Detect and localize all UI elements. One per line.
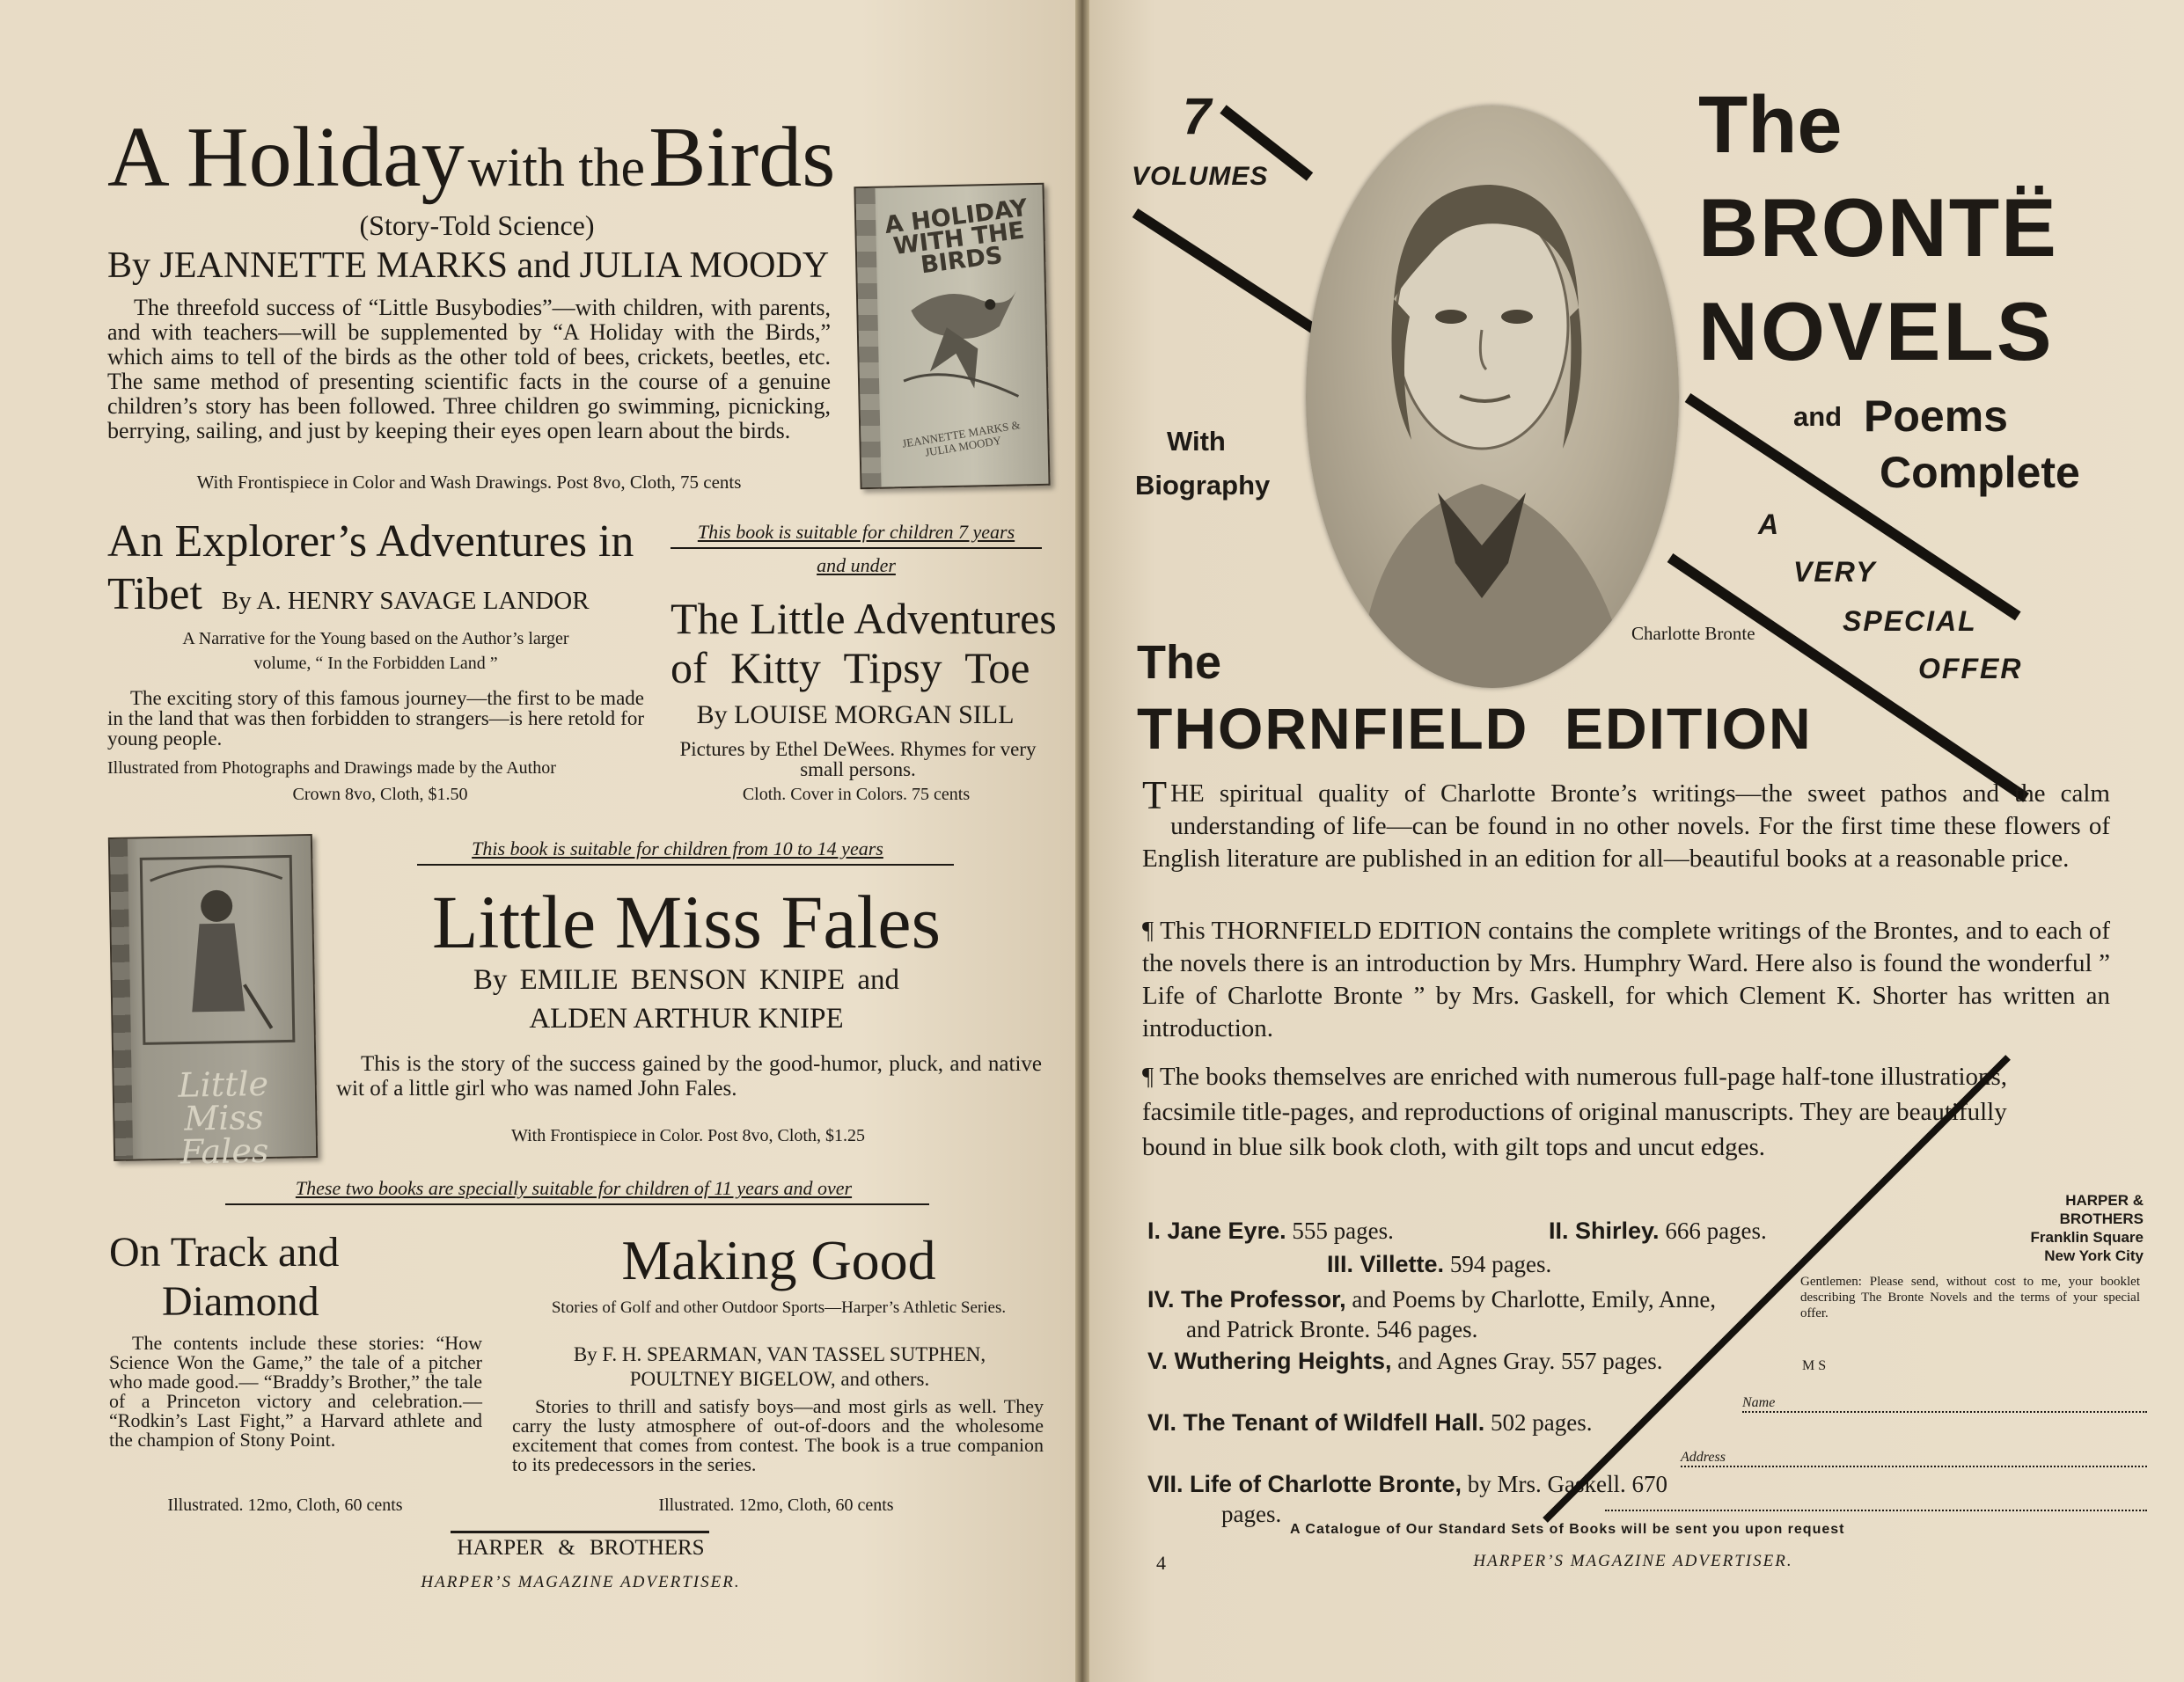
intro-text: HE spiritual quality of Charlotte Bronte’s writings—the sweet pathos and the calm understanding of life—can be found in no other novels. For the first time these flowers of English literature are published in an edition for all—beautiful books at a reasonable price. [1142, 779, 2110, 873]
making-title: Making Good [621, 1229, 936, 1291]
fales-book-cover [108, 834, 318, 1172]
holiday-authors: By JEANNETTE MARKS and JULIA MOODY [107, 245, 830, 286]
title-bronte: BRONTË [1698, 181, 2058, 274]
bird-illustration-icon [892, 264, 1027, 407]
volume-title: VI. The Tenant of Wildfell Hall. [1147, 1409, 1485, 1436]
explorer-tibet: Tibet [107, 569, 202, 619]
divider [225, 1203, 929, 1205]
cover-title: A HOLIDAY WITH THE BIRDS [883, 194, 1030, 280]
volume-pages: and Poems by Charlotte, Emily, Anne, and Patrick Bronte. 546 pages. [1186, 1286, 1717, 1342]
charlotte-bronte-portrait [1306, 106, 1679, 688]
edition-name: THORNFIELD EDITION [1137, 696, 1813, 761]
kitty-title: The Little Adventures [671, 594, 1057, 643]
volume-pages: 594 pages. [1444, 1251, 1552, 1277]
page-number: 4 [1156, 1552, 1166, 1574]
cover-spine [110, 839, 133, 1159]
title-novels: NOVELS [1698, 285, 2055, 377]
explorer-details: Illustrated from Photographs and Drawings made by the Author [107, 758, 556, 778]
coupon-line: New York City [2044, 1247, 2144, 1264]
coupon-addressee [1968, 1191, 2144, 1265]
catalogue-note: A Catalogue of Our Standard Sets of Books will be sent you upon request [1290, 1522, 1845, 1537]
coupon-name-field[interactable] [1742, 1395, 2147, 1413]
fales-authors: By EMILIE BENSON KNIPE and [473, 964, 900, 996]
volume-item [1147, 1216, 1394, 1246]
kitty-body: Pictures by Ethel DeWees. Rhymes for very small persons. [679, 738, 1037, 780]
fales-cover-title: Little Miss Fales [178, 1064, 269, 1172]
title-poems: Poems [1864, 391, 2008, 441]
coupon-line: BROTHERS [2059, 1210, 2144, 1227]
volume-pages: by Mrs. Gaskell. 670 pages. [1221, 1471, 1667, 1527]
volumes-label: VOLUMES [1132, 162, 1269, 191]
intro-paragraph [1142, 772, 2110, 875]
offer-special: SPECIAL [1843, 605, 1977, 637]
coupon-message: Gentlemen: Please send, without cost to me, your booklet describing The Bronte Novels and the terms of your special offer. [1800, 1275, 2140, 1320]
divider [671, 547, 1042, 549]
holiday-subtitle: (Story-Told Science) [359, 209, 595, 241]
coupon-ms: M S [1802, 1358, 1827, 1373]
cover-authors: JEANNETTE MARKS & JULIA MOODY [901, 418, 1022, 459]
left-publisher: HARPER & BROTHERS [457, 1536, 705, 1560]
volumes-number: 7 [1183, 88, 1212, 145]
portrait-caption: Charlotte Bronte [1631, 623, 1755, 644]
title-complete: Complete [1880, 448, 2080, 497]
section-age-note: These two books are specially suitable for children of 11 years and over [295, 1177, 853, 1199]
holiday-title [107, 110, 846, 205]
fales-age-note: This book is suitable for children from 10 to 14 years [472, 837, 883, 859]
volume-item [1549, 1216, 1767, 1246]
making-authors: By F. H. SPEARMAN, VAN TASSEL SUTPHEN, POULTNEY BIGELOW, and others. [573, 1343, 986, 1390]
cover-spine [855, 188, 881, 487]
explorer-author: By A. HENRY SAVAGE LANDOR [221, 587, 590, 615]
volume-item [1147, 1249, 1816, 1284]
coupon-line: Franklin Square [2030, 1229, 2144, 1246]
explorer-body: The exciting story of this famous journey—the first to be made in the land that was then forbidden to strangers—is here retold for young people. [107, 687, 644, 750]
girl-illustration-icon [136, 852, 298, 1048]
volume-title: I. Jane Eyre. [1147, 1218, 1286, 1244]
track-details: Illustrated. 12mo, Cloth, 60 cents [167, 1496, 403, 1515]
fales-title: Little Miss Fales [431, 880, 942, 964]
edition-paragraph: ¶ This THORNFIELD EDITION contains the complete writings of the Brontes, and to each of the novels there is an introduction by Mrs. Humphry Ward. Here also is found the wonderful ” Life of Charlotte Bronte ” by Mrs. Gaskell, for which Clement K. Shorter has written an introduction. [1142, 917, 2110, 1042]
holiday-body: The threefold success of “Little Busybodies”—with children, with parents, and with teachers—will be supplemented by “A Holiday with the Birds,” which aims to tell of the birds as the other told of bees, crickets, beetles, etc. The same method of presenting scientific facts in the course of a genuine children’s story has been followed. Three children go swimming, picnicking, berrying, sailing, and just by keeping their eyes open learn about the birds. [107, 295, 831, 443]
volume-title: V. Wuthering Heights, [1147, 1348, 1392, 1374]
edition-the: The [1137, 636, 1222, 689]
explorer-subtitle: A Narrative for the Young based on the Author’s larger volume, “ In the Forbidden Land ” [182, 629, 569, 673]
footer-rule [451, 1531, 709, 1533]
coupon-blank-line[interactable] [1605, 1510, 2147, 1511]
kitty-age-note-2: and under [817, 554, 896, 576]
holiday-book-cover [854, 183, 1050, 489]
title-and: and [1793, 401, 1843, 432]
books-paragraph: ¶ The books themselves are enriched with numerous full-page half-tone illustrations, facsimile title-pages, and reproductions of original manuscripts. They are beautifully bound in blue silk book cloth, with gilt tops and uncut edges. [1142, 1063, 2008, 1161]
right-magazine: HARPER’S MAGAZINE ADVERTISER. [1473, 1552, 1793, 1570]
holiday-title-part: with the [467, 138, 646, 198]
title-the: The [1698, 80, 1843, 170]
volume-row [1147, 1216, 1816, 1249]
right-page [1089, 0, 2184, 1682]
explorer-title: An Explorer’s Adventures in [107, 516, 634, 567]
fales-details: With Frontispiece in Color. Post 8vo, Cloth, $1.25 [511, 1126, 865, 1145]
with-label: With [1167, 426, 1226, 457]
track-title-line: On Track and [109, 1229, 340, 1276]
making-body: Stories to thrill and satisfy boys—and most girls as well. They carry the lusty atmosphere of out-of-doors and the wholesome excitement that comes from contest. The book is a true companion to its predecessors in the series. [512, 1395, 1044, 1475]
volume-pages: 555 pages. [1286, 1218, 1394, 1244]
volume-title: III. Villette. [1327, 1251, 1445, 1277]
volume-title: VII. Life of Charlotte Bronte, [1147, 1471, 1462, 1497]
offer-word: OFFER [1918, 653, 2023, 684]
left-magazine: HARPER’S MAGAZINE ADVERTISER. [421, 1573, 741, 1591]
explorer-price: Crown 8vo, Cloth, $1.50 [292, 785, 468, 804]
fales-authors-2: ALDEN ARTHUR KNIPE [529, 1003, 844, 1035]
volume-pages: 502 pages. [1484, 1409, 1593, 1436]
volume-item [1147, 1284, 1749, 1346]
coupon-line: HARPER & [2065, 1192, 2144, 1209]
name-label: Name [1742, 1395, 1776, 1410]
track-title [109, 1228, 391, 1327]
making-details: Illustrated. 12mo, Cloth, 60 cents [658, 1496, 894, 1515]
fales-body: This is the story of the success gained by the good-humor, pluck, and native wit of a little girl who was named John Fales. [336, 1052, 1042, 1101]
making-subtitle: Stories of Golf and other Outdoor Sports—Harper’s Athletic Series. [551, 1298, 1007, 1317]
offer-a: A [1758, 508, 1779, 540]
decorative-slash [1132, 208, 1338, 347]
offer-very: VERY [1793, 556, 1877, 588]
kitty-details: Cloth. Cover in Colors. 75 cents [742, 785, 971, 804]
volume-list [1147, 1216, 1816, 1531]
address-label: Address [1681, 1450, 1726, 1465]
volume-title: II. Shirley. [1549, 1218, 1660, 1244]
kitty-title-2: of Kitty Tipsy Toe [671, 643, 1030, 692]
kitty-author: By LOUISE MORGAN SILL [696, 700, 1015, 729]
divider [417, 864, 954, 866]
drop-cap: T [1142, 772, 1168, 817]
biography-label: Biography [1135, 470, 1271, 501]
volume-pages: 666 pages. [1659, 1218, 1767, 1244]
holiday-details: With Frontispiece in Color and Wash Drawings. Post 8vo, Cloth, 75 cents [196, 472, 742, 493]
explorer-title-line2 [107, 568, 653, 620]
book-gutter [1075, 0, 1089, 1682]
volume-pages: and Agnes Gray. 557 pages. [1391, 1348, 1663, 1374]
kitty-age-note: This book is suitable for children 7 years [697, 521, 1015, 543]
holiday-title-part: Birds [649, 110, 836, 205]
volume-title: IV. The Professor, [1147, 1286, 1346, 1313]
track-title-line: Diamond [162, 1278, 319, 1325]
portrait-sketch-icon [1306, 106, 1679, 688]
holiday-title-part: A Holiday [107, 110, 465, 205]
coupon-address-field[interactable] [1681, 1450, 2147, 1467]
track-body: The contents include these stories: “How Science Won the Game,” the tale of a pitcher who made good.— “Braddy’s Brother,” the tale of a Princeton victory and celebration.— “Rodkin’s Last Fight,” a Harvard athlete and the champion of Stony Point. [109, 1332, 482, 1451]
left-page [0, 0, 1075, 1682]
